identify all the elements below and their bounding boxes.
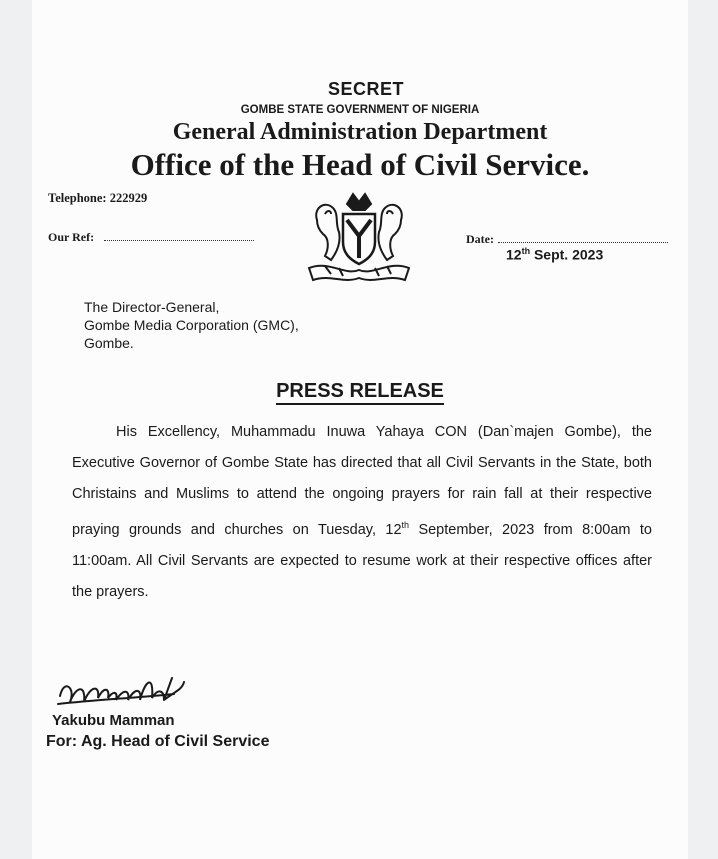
signer-capacity: For: Ag. Head of Civil Service [46,733,270,750]
our-ref-label: Our Ref: [48,230,95,244]
press-release-body: His Excellency, Muhammadu Inuwa Yahaya CON (Dan`majen Gombe), the Executive Governor of Gombe State has directed that all Civil Servants in the State, both Christains and Muslims to attend the ongoing prayers for rain fall at their respective praying grounds and churches on Tuesday, 12th September, 2023 from 8:00am to 11:00am. All Civil Servants are expected to resume work at their respective offices after the prayers. [72,424,652,600]
addressee-line: The Director-General, [84,299,220,315]
addressee-line: Gombe Media Corporation (GMC), [84,317,299,333]
classification-label: SECRET [327,79,404,99]
date-label: Date: [466,232,494,246]
press-release-title: PRESS RELEASE [32,380,688,403]
our-ref-line [104,240,254,241]
coat-of-arms-icon [295,190,423,286]
handwritten-signature [54,668,234,718]
addressee-block [84,298,299,352]
government-name: GOMBE STATE GOVERNMENT OF NIGERIA [240,104,480,116]
office-name: Office of the Head of Civil Service. [130,147,590,182]
letter-date: 12th Sept. 2023 [506,246,604,263]
signer-name: Yakubu Mamman [52,712,175,729]
telephone-number: Telephone: 222929 [48,191,148,205]
letter-page [32,0,688,859]
department-name: General Administration Department [172,119,548,145]
date-line [498,242,668,243]
addressee-line: Gombe. [84,335,134,351]
